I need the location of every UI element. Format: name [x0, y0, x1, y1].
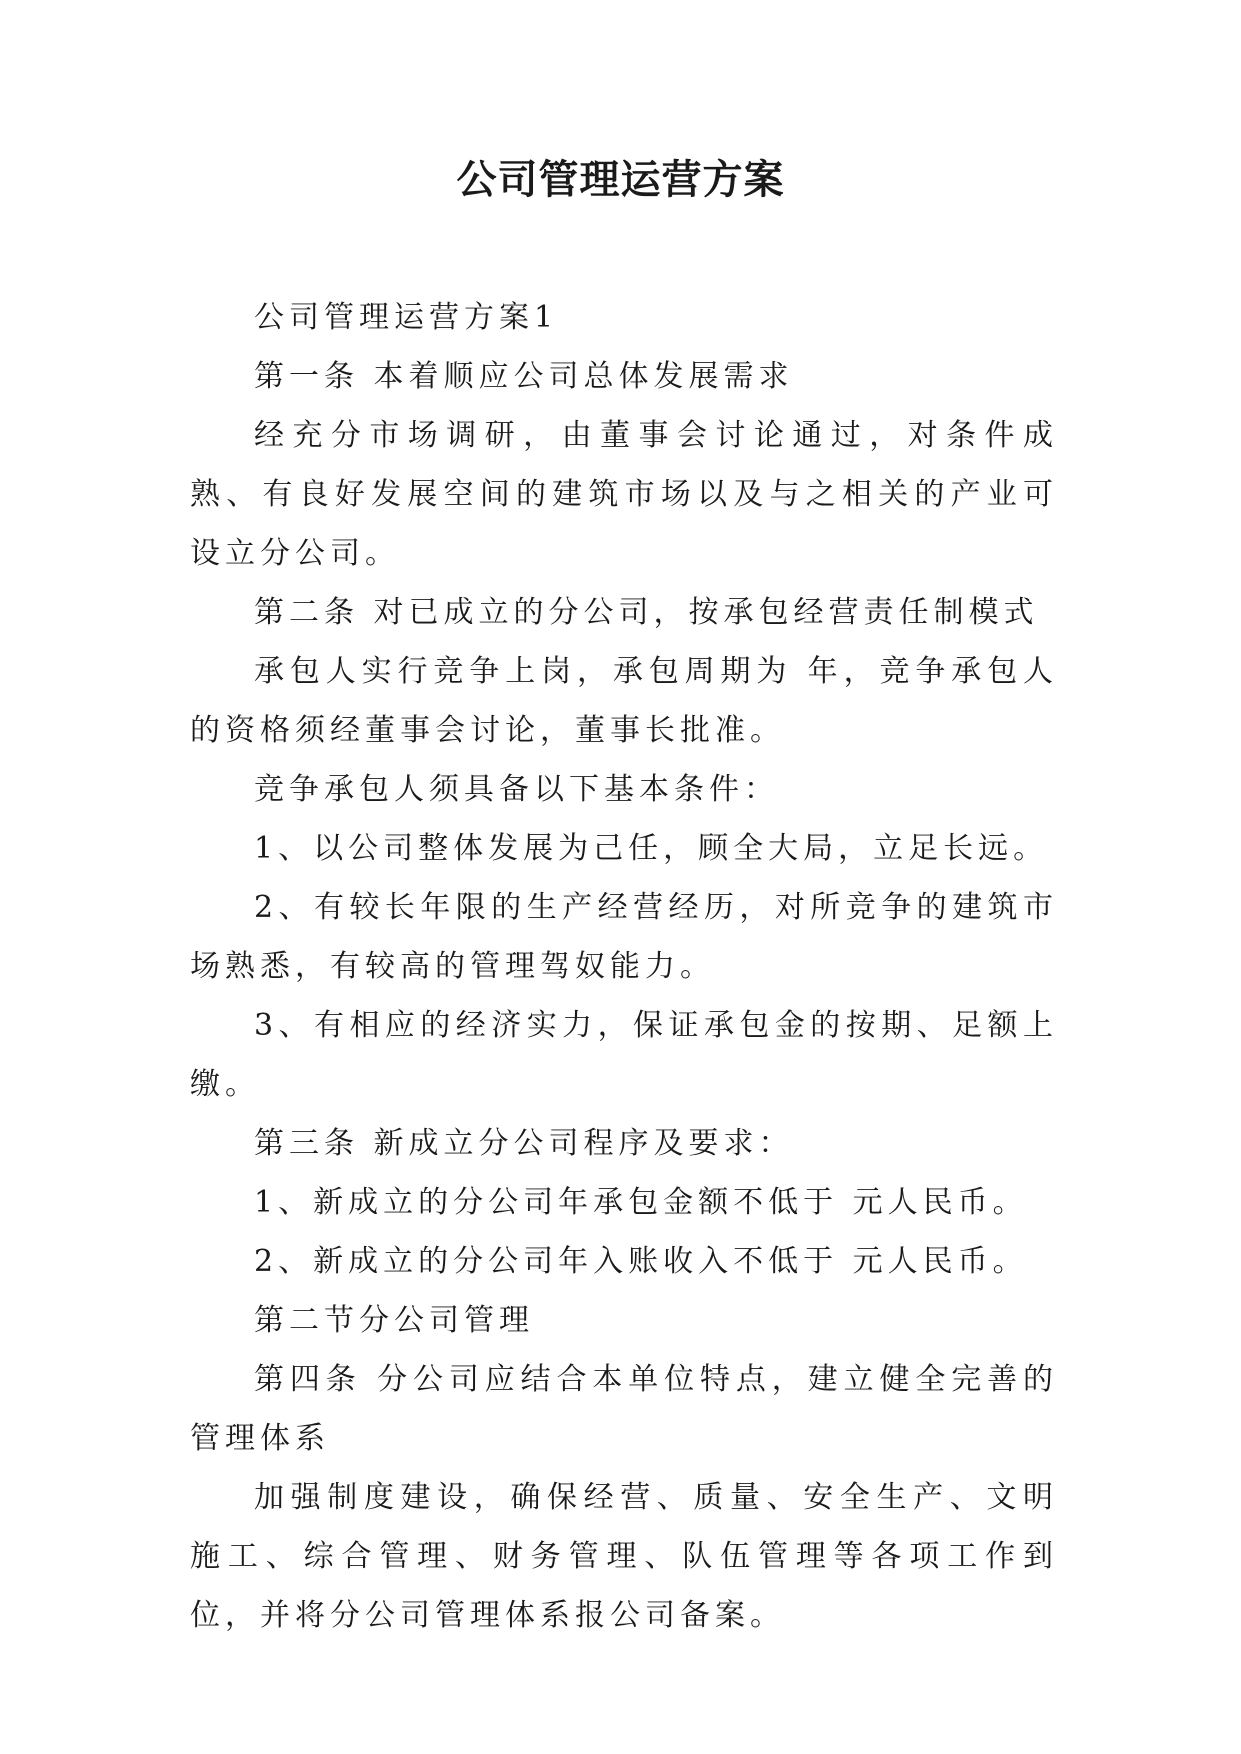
paragraph: 加强制度建设，确保经营、质量、安全生产、文明施工、综合管理、财务管理、队伍管理等各项工作到位，并将分公司管理体系报公司备案。	[190, 1480, 1058, 1633]
paragraph: 竞争承包人须具备以下基本条件：	[254, 772, 779, 807]
document-body	[190, 288, 1058, 1645]
paragraph: 第三条 新成立分公司程序及要求：	[254, 1126, 794, 1161]
paragraph: 第一条 本着顺应公司总体发展需求	[254, 359, 794, 394]
paragraph: 1、新成立的分公司年承包金额不低于 元人民币。	[254, 1185, 1028, 1220]
paragraph: 第四条 分公司应结合本单位特点，建立健全完善的管理体系	[190, 1362, 1058, 1456]
paragraph: 承包人实行竞争上岗，承包周期为 年，竞争承包人的资格须经董事会讨论，董事长批准。	[190, 654, 1058, 748]
paragraph: 1、以公司整体发展为己任，顾全大局，立足长远。	[254, 831, 1049, 866]
paragraph: 第二条 对已成立的分公司，按承包经营责任制模式	[254, 595, 1039, 630]
paragraph: 2、新成立的分公司年入账收入不低于 元人民币。	[254, 1244, 1028, 1279]
paragraph: 经充分市场调研，由董事会讨论通过，对条件成熟、有良好发展空间的建筑市场以及与之相关的产业可设立分公司。	[190, 418, 1058, 571]
paragraph: 第二节分公司管理	[254, 1303, 534, 1338]
paragraph: 2、有较长年限的生产经营经历，对所竞争的建筑市场熟悉，有较高的管理驾奴能力。	[190, 890, 1058, 984]
paragraph: 3、有相应的经济实力，保证承包金的按期、足额上缴。	[190, 1008, 1058, 1102]
paragraph: 公司管理运营方案1	[254, 300, 559, 335]
document-title: 公司管理运营方案	[456, 157, 785, 203]
